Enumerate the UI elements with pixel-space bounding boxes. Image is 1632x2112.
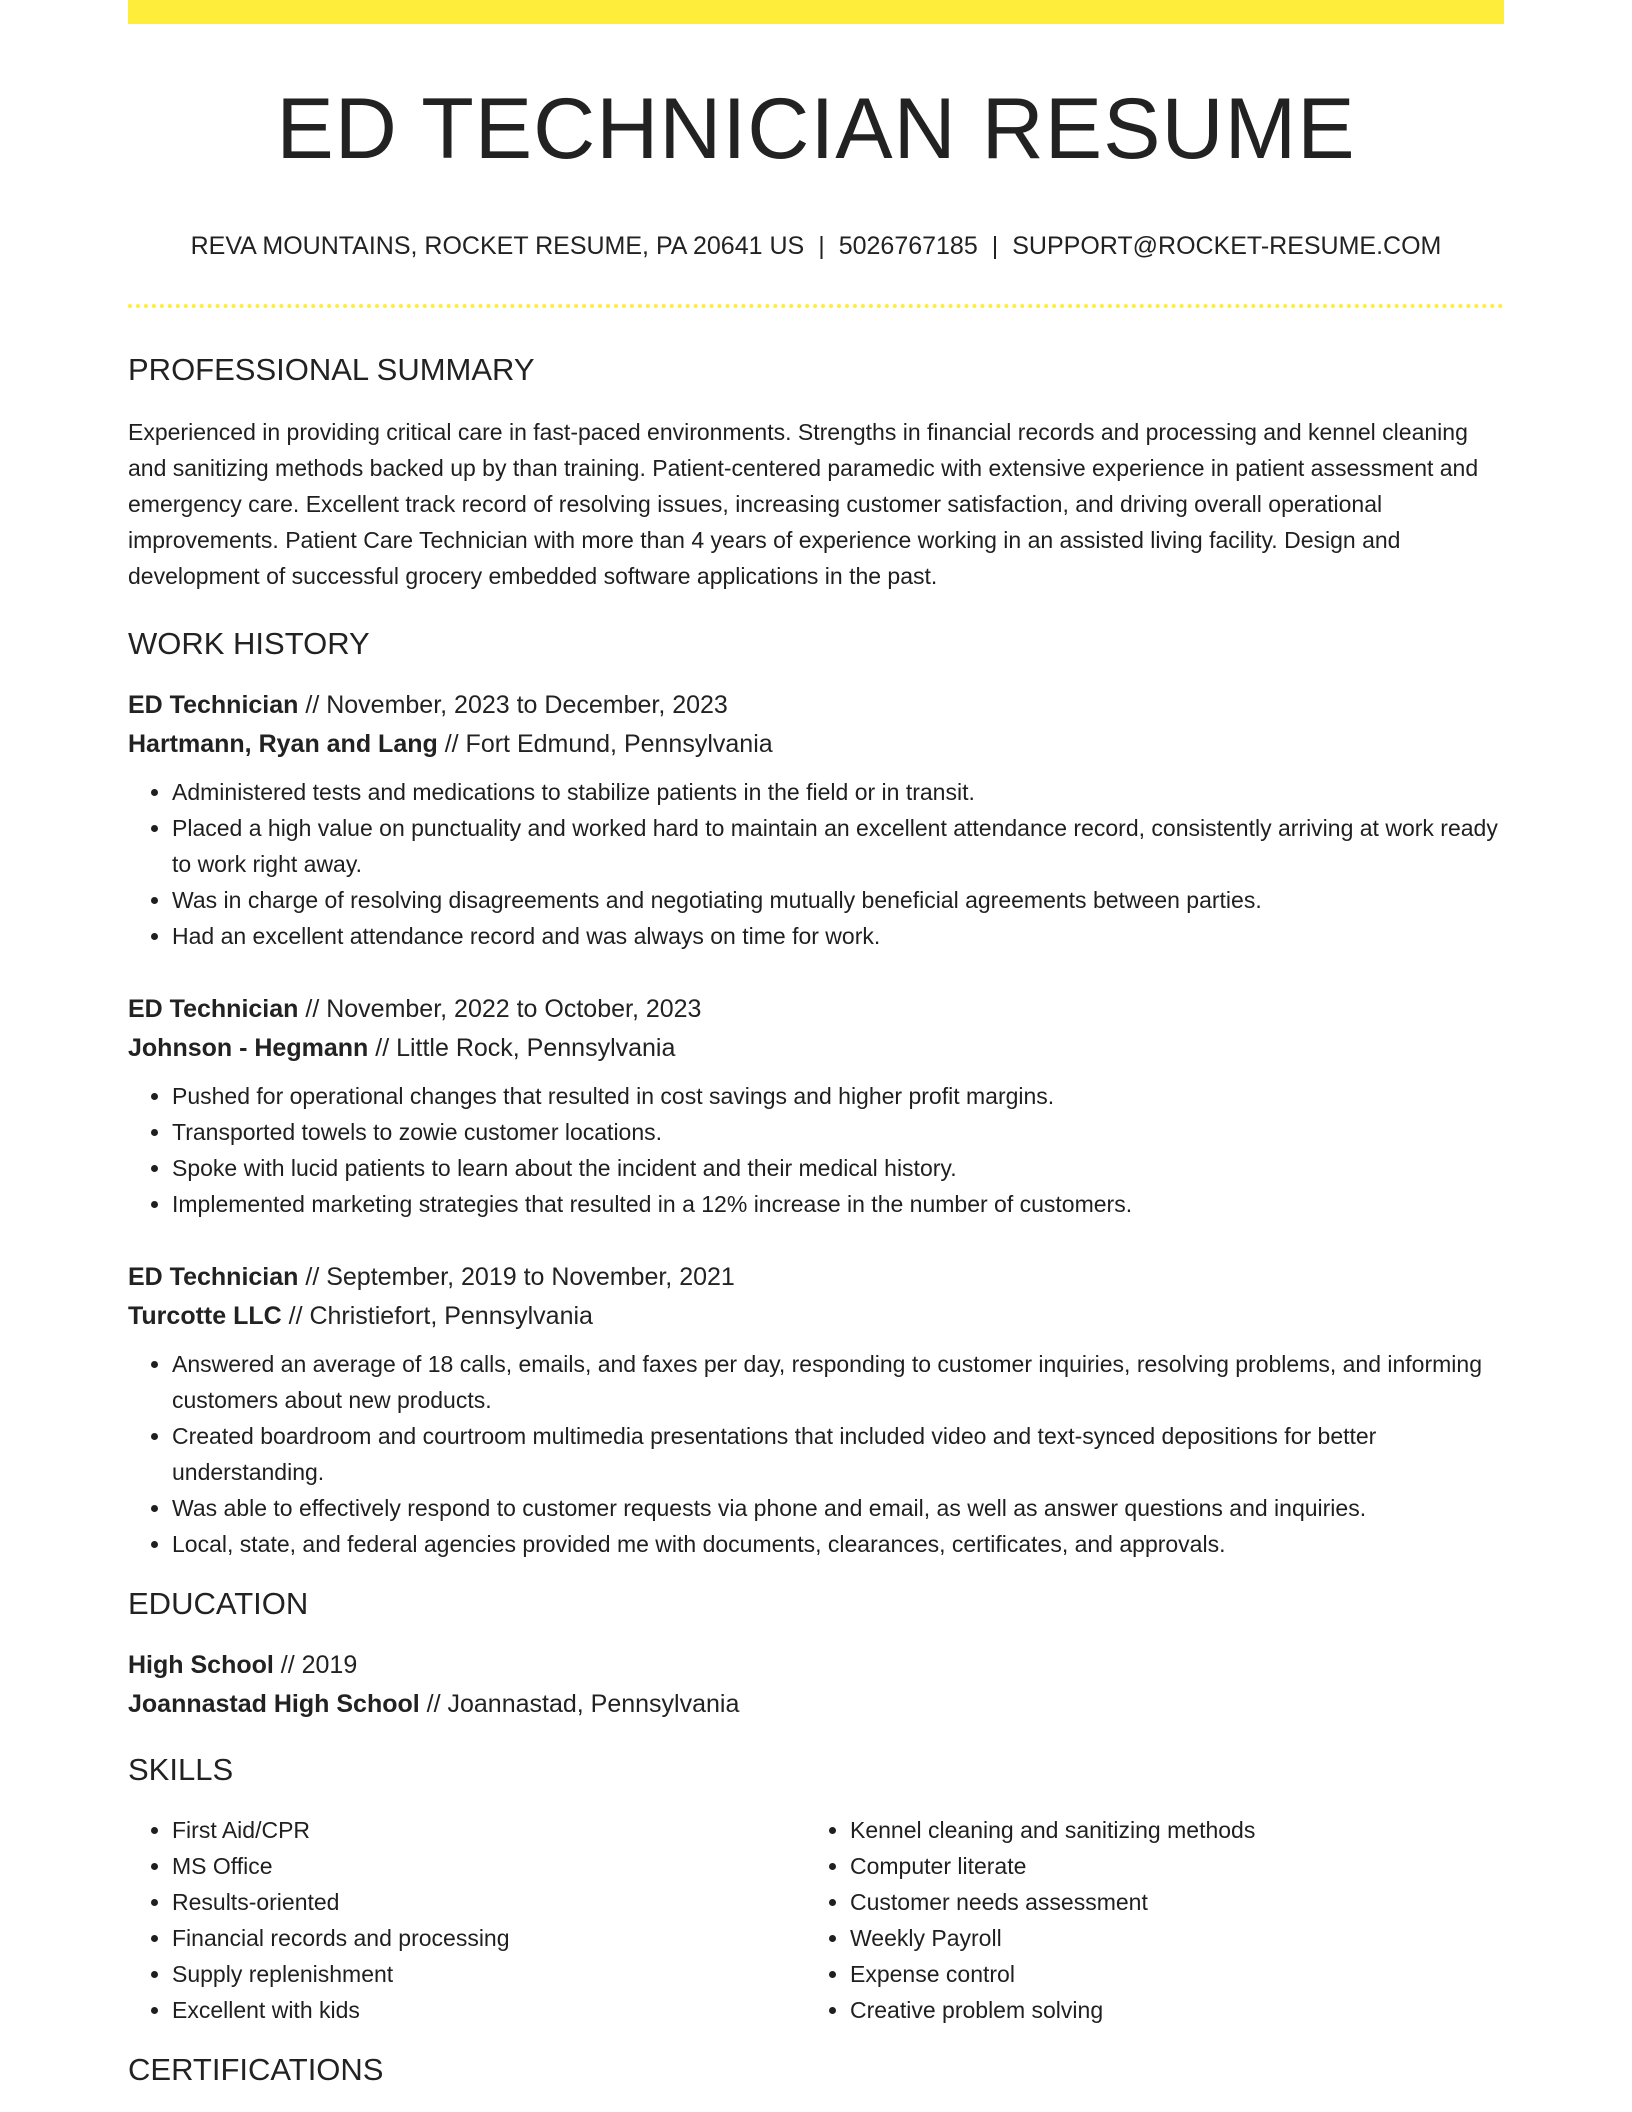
job-role: ED Technician [128,691,299,719]
resume-title: ED TECHNICIAN RESUME [276,81,1356,177]
education-degree: High School [128,1651,274,1679]
job-bullet: • Transported towels to zowie customer locations. [172,1114,1504,1150]
job-dates: // September, 2019 to November, 2021 [298,1263,735,1291]
skills-column-right [806,1812,1484,2028]
certifications-heading: CERTIFICATIONS [128,2052,384,2087]
job-company-line [128,1029,1504,1068]
job-bullet: • Pushed for operational changes that resulted in cost savings and higher profit margins. [172,1078,1504,1114]
job-bullet: • Had an excellent attendance record and was always on time for work. [172,918,1504,954]
job-role: ED Technician [128,995,299,1023]
job-role-line [128,990,1504,1029]
job-bullet: • Answered an average of 18 calls, emails, and faxes per day, responding to customer inquiries, resolving problems, and informing customers about new products. [172,1346,1504,1418]
skill-item: • Customer needs assessment [850,1884,1484,1920]
skill-item: • Expense control [850,1956,1484,1992]
skill-item: • Financial records and processing [172,1920,806,1956]
job-bullets [128,1078,1504,1222]
contact-separator: | [991,232,999,260]
contact-phone: 5026767185 [838,232,978,260]
job-bullet: • Was able to effectively respond to customer requests via phone and email, as well as answer questions and inquiries. [172,1490,1504,1526]
skill-item: • First Aid/CPR [172,1812,806,1848]
skill-item: • Kennel cleaning and sanitizing methods [850,1812,1484,1848]
job-entry [128,686,1504,954]
skill-item: • Creative problem solving [850,1992,1484,2028]
job-company-line [128,1297,1504,1336]
job-location: // Christiefort, Pennsylvania [281,1302,593,1330]
summary-heading: PROFESSIONAL SUMMARY [128,352,535,387]
skills-list [128,1812,1504,2028]
skill-item: • Results-oriented [172,1884,806,1920]
job-dates: // November, 2023 to December, 2023 [298,691,728,719]
skill-item: • Weekly Payroll [850,1920,1484,1956]
job-bullet: • Was in charge of resolving disagreements and negotiating mutually beneficial agreements between parties. [172,882,1504,918]
skill-item: • MS Office [172,1848,806,1884]
job-bullet: • Placed a high value on punctuality and worked hard to maintain an excellent attendance record, consistently arriving at work ready to work right away. [172,810,1504,882]
job-bullets [128,1346,1504,1562]
contact-address: REVA MOUNTAINS, ROCKET RESUME, PA 20641 US [190,232,805,260]
job-location: // Little Rock, Pennsylvania [368,1034,676,1062]
job-bullet: • Created boardroom and courtroom multimedia presentations that included video and text-synced depositions for better understanding. [172,1418,1504,1490]
skill-item: • Excellent with kids [172,1992,806,2028]
job-bullet: • Local, state, and federal agencies provided me with documents, clearances, certificates, and approvals. [172,1526,1504,1562]
job-bullet: • Spoke with lucid patients to learn about the incident and their medical history. [172,1150,1504,1186]
job-company-line [128,725,1504,764]
job-company: Hartmann, Ryan and Lang [128,730,438,758]
job-role-line [128,686,1504,725]
accent-top-bar [128,0,1504,24]
education-heading: EDUCATION [128,1586,309,1621]
job-location: // Fort Edmund, Pennsylvania [437,730,773,758]
job-bullet: • Implemented marketing strategies that resulted in a 12% increase in the number of customers. [172,1186,1504,1222]
skill-item: • Supply replenishment [172,1956,806,1992]
dotted-divider [128,304,1504,308]
skills-heading: SKILLS [128,1752,234,1787]
job-role: ED Technician [128,1263,299,1291]
job-dates: // November, 2022 to October, 2023 [298,995,702,1023]
job-entry [128,990,1504,1222]
contact-email: SUPPORT@ROCKET-RESUME.COM [1012,232,1442,260]
contact-line [128,230,1504,262]
job-bullet: • Administered tests and medications to stabilize patients in the field or in transit. [172,774,1504,810]
skills-column-left [128,1812,806,2028]
education-year: // 2019 [273,1651,358,1679]
summary-text: Experienced in providing critical care in fast-paced environments. Strengths in financial records and processing and kennel cleaning and sanitizing methods backed up by than training. Patient-centered paramedic with extensive experience in patient assessment and emergency care. Excellent track record of resolving issues, increasing customer satisfaction, and driving overall operational improvements. Patient Care Technician with more than 4 years of experience working in an assisted living facility. Design and development of successful grocery embedded software applications in the past. [128,419,1479,589]
work-history-heading: WORK HISTORY [128,626,370,661]
education-location: // Joannastad, Pennsylvania [419,1690,740,1718]
education-school-line [128,1685,1504,1724]
job-company: Turcotte LLC [128,1302,282,1330]
job-entry [128,1258,1504,1562]
job-role-line [128,1258,1504,1297]
job-bullets [128,774,1504,954]
contact-separator: | [818,232,825,260]
education-school: Joannastad High School [128,1690,420,1718]
education-degree-line [128,1646,1504,1685]
skill-item: • Computer literate [850,1848,1484,1884]
resume-content [128,74,1504,2090]
education-entry [128,1646,1504,1724]
job-company: Johnson - Hegmann [128,1034,369,1062]
